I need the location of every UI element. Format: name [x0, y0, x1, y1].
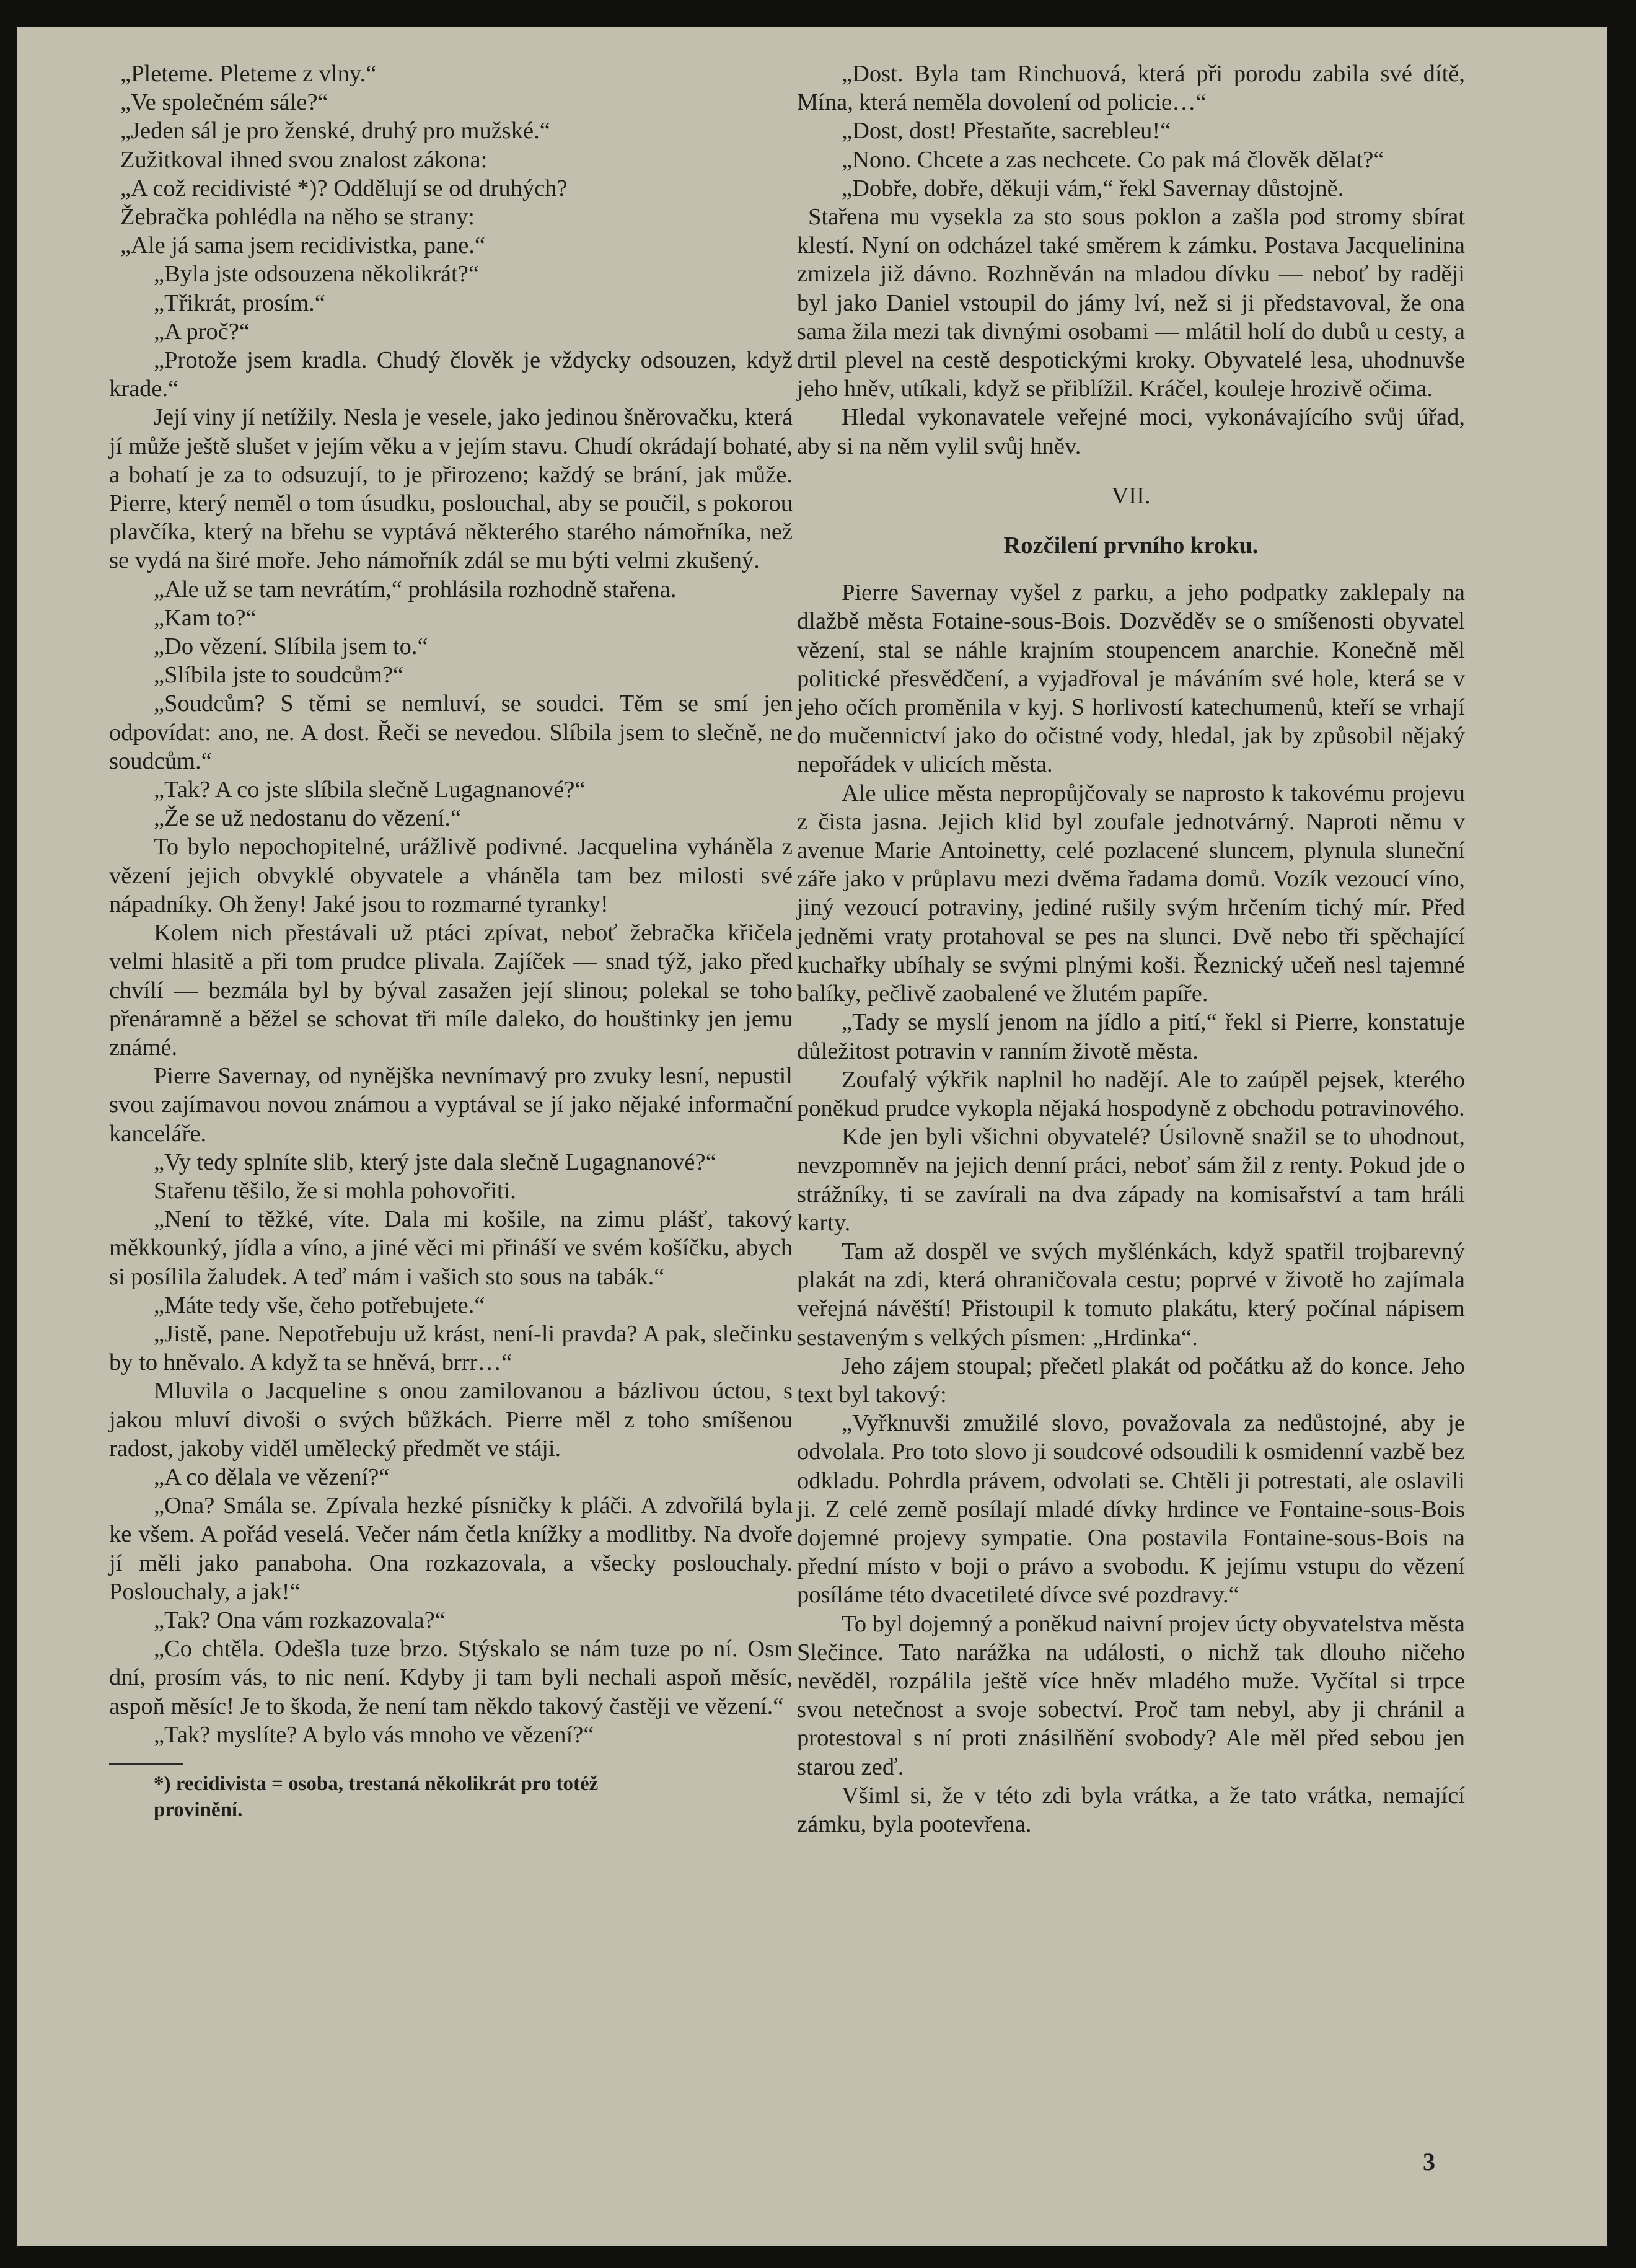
paragraph: „Vy tedy splníte slib, který jste dala slečně Lugagnanové?“ — [154, 1149, 716, 1175]
paragraph: Mluvila o Jacqueline s onou zamilovanou a bázlivou úctou, s jakou mluví divoši o svých bůžkách. Pierre měl z toho smíšenou radost, jakoby viděl umělecký předmět ve stáji. — [109, 1378, 793, 1462]
footnote-line: *) recidivista = osoba, trestaná několikrát pro totéž — [154, 1772, 599, 1795]
paragraph: „Ona? Smála se. Zpívala hezké písničky k pláči. A zdvořilá byla ke všem. A pořád veselá. Večer nám četla knížky a modlitby. Na dvoře jí měli jako panaboha. Ona rozkazovala, a všecky poslouchaly. Poslouchaly, a jak!“ — [109, 1493, 793, 1605]
paragraph: „Dost, dost! Přestaňte, sacrebleu!“ — [842, 118, 1171, 144]
paragraph: „Není to těžké, víte. Dala mi košile, na zimu plášť, takový měkkounký, jídla a víno, a jiné věci mi přináší ve svém košíčku, abych si posílila žaludek. A teď mám i vašich sto sous na tabák.“ — [109, 1206, 793, 1290]
chapter-title: Rozčilení prvního kroku. — [1003, 532, 1259, 559]
paragraph: „Nono. Chcete a zas nechcete. Co pak má člověk dělat?“ — [842, 146, 1384, 173]
footnote-rule — [109, 1763, 183, 1765]
paragraph: „Že se už nedostanu do vězení.“ — [154, 805, 462, 832]
paragraph: „A proč?“ — [154, 318, 250, 345]
paragraph: „Jistě, pane. Nepotřebuju už krást, není-li pravda? A pak, slečinku by to hněvalo. A když ta se hněvá, brrr…“ — [109, 1320, 793, 1376]
paragraph: „Tady se myslí jenom na jídlo a pití,“ řekl si Pierre, konstatuje důležitost potravin v ranním životě města. — [797, 1009, 1465, 1064]
paragraph: Žebračka pohlédla na něho se strany: — [120, 204, 475, 231]
paragraph: Ale ulice města nepropůjčovaly se naprosto k takovému projevu z čista jasna. Jejich klid byl zoufale jednotvárný. Naproti němu v avenue Marie Antoinetty, celé pozlacené sluncem, plynula sluneční záře jako v průplavu mezi dvěma řadama domů. Vozík vezoucí víno, jiný vezoucí potraviny, jediné rušily svým hrčením tichý mír. Před jedněmi vraty protahoval se pes na slunci. Dvě nebo tři spěchající kuchařky ubíhaly se svými plnými koši. Řeznický učeň nesl tajemné balíky, pečlivě zaobalené ve žlutém papíře. — [797, 780, 1465, 1007]
paragraph: „Tak? Ona vám rozkazovala?“ — [154, 1607, 446, 1633]
paragraph: „Do vězení. Slíbila jsem to.“ — [154, 633, 428, 660]
paragraph: „Ale já sama jsem recidivistka, pane.“ — [120, 232, 486, 259]
paragraph: To bylo nepochopitelné, urážlivě podivné. Jacquelina vyháněla z vězení jejich obvyklé obyvatele a vháněla tam bez milosti své nápadníky. Oh ženy! Jaké jsou to rozmarné tyranky! — [109, 834, 793, 917]
paragraph: Všiml si, že v této zdi byla vrátka, a že tato vrátka, nemající zámku, byla pootevřena. — [797, 1782, 1465, 1837]
paragraph: Kde jen byli všichni obyvatelé? Úsilovně snažil se to uhodnout, nevzpomněv na jejich denní práci, neboť sám žil z renty. Pokud jde o strážníky, ti se zavírali na dva západy na komisařství a tam hráli karty. — [797, 1124, 1465, 1236]
paragraph: „Tak? myslíte? A bylo vás mnoho ve vězení?“ — [154, 1721, 594, 1748]
chapter-number: VII. — [1111, 482, 1151, 509]
paragraph: Stařena mu vysekla za sto sous poklon a zašla pod stromy sbírat klestí. Nyní on odcházel také směrem k zámku. Postava Jacquelinina zmizela již dávno. Rozhněván na mladou dívku — neboť by raději byl jako Daniel vstoupil do jámy lví, než si ji představoval, že ona sama žila mezi tak divnými osobami — mlátil holí do dubů u cesty, a drtil plevel na cestě despotickými kroky. Obyvatelé lesa, uhodnuvše jeho hněv, utíkali, když se přiblížil. Kráčel, kouleje hrozivě očima. — [797, 204, 1465, 402]
paragraph: Jeho zájem stoupal; přečetl plakát od počátku až do konce. Jeho text byl takový: — [797, 1352, 1465, 1408]
paragraph: Hledal vykonavatele veřejné moci, vykonávajícího svůj úřad, aby si na něm vylil svůj hněv. — [797, 404, 1465, 459]
paragraph: „A což recidivisté *)? Oddělují se od druhých? — [120, 175, 568, 201]
paragraph: „Tak? A co jste slíbila slečně Lugagnanové?“ — [154, 777, 586, 803]
paragraph: „A co dělala ve vězení?“ — [154, 1463, 390, 1490]
paragraph: „Jeden sál je pro ženské, druhý pro mužské.“ — [120, 118, 550, 144]
paragraph: Pierre Savernay vyšel z parku, a jeho podpatky zaklepaly na dlažbě města Fotaine-sous-Bois. Dozvěděv se o smíšenosti obyvatel vězení, stal se náhle krajním stoupencem anarchie. Konečně měl politické přesvědčení, a vyjadřoval je máváním své hole, která se v jeho očích proměnila v kyj. S horlivostí katechumenů, kteří se vrhají do mučennictví jako do očistné vody, hledal, jak by způsobil nějaký nepořádek v ulicích města. — [797, 580, 1465, 778]
paragraph: To byl dojemný a poněkud naivní projev úcty obyvatelstva města Slečince. Tato narážka na události, o nichž tak dlouho ničeho nevěděl, rozpálila ještě více hněv mladého muže. Vyčítal si trpce svou netečnost a svoje sobectví. Proč tam nebyl, aby ji chránil a protestoval s ní proti znásilňění svobody? Ale měl před sebou jen starou zeď. — [797, 1610, 1465, 1780]
paragraph: Pierre Savernay, od nynějška nevnímavý pro zvuky lesní, nepustil svou zajímavou novou známou a vyptával se jí jako nějaké informační kanceláře. — [109, 1063, 793, 1147]
book-page — [17, 27, 1607, 2246]
paragraph: Kolem nich přestávali už ptáci zpívat, neboť žebračka křičela velmi hlasitě a při tom prudce plivala. Zajíček — snad týž, jako před chvílí — bezmála byl by býval zasažen její slinou; polekal se toho přenáramně a běžel se schovat tři míle daleko, do houštinky jen jemu známé. — [109, 920, 793, 1061]
paragraph: Stařenu těšilo, že si mohla pohovořiti. — [154, 1177, 516, 1204]
paragraph: „Máte tedy vše, čeho potřebujete.“ — [154, 1292, 485, 1318]
paragraph: „Dost. Byla tam Rinchuová, která při porodu zabila své dítě, Mína, která neměla dovolení od policie…“ — [797, 61, 1465, 116]
footnote — [109, 1771, 793, 1823]
paragraph: Tam až dospěl ve svých myšlénkách, když spatřil trojbarevný plakát na zdi, která ohraničovala cestu; poprvé v životě ho zajímala veřejná návěští! Přistoupil k tomuto plakátu, který počínal nápisem sestaveným s velkých písmen: „Hrdinka“. — [797, 1238, 1465, 1351]
paragraph: „Slíbila jste to soudcům?“ — [154, 662, 404, 689]
paragraph: Její viny jí netížily. Nesla je vesele, jako jedinou šněrovačku, která jí může ještě slušet v jejím věku a v jejím stavu. Chudí okrádají bohaté, a bohatí je za to odsuzují, to je přirozeno; každý se brání, jak může. Pierre, který neměl o tom úsudku, poslouchal, aby se poučil, s pokorou plavčíka, který na břehu se vyptává některého starého námořníka, než se vydá na širé moře. Jeho námořník zdál se mu býti velmi zkušený. — [109, 404, 793, 574]
paragraph: „Soudcům? S těmi se nemluví, se soudci. Těm se smí jen odpovídat: ano, ne. A dost. Řeči se nevedou. Slíbila jsem to slečně, ne soudcům.“ — [109, 691, 793, 774]
paragraph: „Co chtěla. Odešla tuze brzo. Stýskalo se nám tuze po ní. Osm dní, prosím vás, to nic není. Kdyby ji tam byli nechali aspoň měsíc, aspoň měsíc! Je to škoda, že není tam někdo takový častěji ve vězení.“ — [109, 1636, 793, 1719]
paragraph: Zoufalý výkřik naplnil ho nadějí. Ale to zaúpěl pejsek, kterého poněkud prudce vykopla nějaká hospodyně z obchodu potravinového. — [797, 1066, 1465, 1121]
paragraph: „Dobře, dobře, děkuji vám,“ řekl Savernay důstojně. — [842, 175, 1344, 201]
paragraph: „Vyřknuvši zmužilé slovo, považovala za nedůstojné, aby je odvolala. Pro toto slovo ji soudcové odsoudili k osmidenní vazbě bez odkladu. Pohrdla právem, odvolati se. Chtěli ji potrestati, ale oslavili ji. Z celé země posílají mladé dívky hrdince ve Fontaine-sous-Bois dojemné projevy sympatie. Ona postavila Fontaine-sous-Bois na přední místo v boji o právo a svobodu. K jejímu vstupu do vězení posíláme této dvacetileté dívce své pozdravy.“ — [797, 1410, 1465, 1608]
paragraph: „Protože jsem kradla. Chudý člověk je vždycky odsouzen, když krade.“ — [109, 347, 793, 402]
footnote-line: provinění. — [154, 1798, 243, 1821]
paragraph: „Třikrát, prosím.“ — [154, 289, 325, 316]
left-text-column — [109, 60, 793, 1823]
paragraph: „Kam to?“ — [154, 604, 257, 631]
paragraph: „Ale už se tam nevrátím,“ prohlásila rozhodně stařena. — [154, 576, 677, 602]
right-text-column — [797, 60, 1465, 1838]
page-number: 3 — [1423, 2148, 1435, 2176]
paragraph: „Pleteme. Pleteme z vlny.“ — [120, 61, 377, 87]
paragraph: „Byla jste odsouzena několikrát?“ — [154, 261, 479, 288]
paragraph: Zužitkoval ihned svou znalost zákona: — [120, 146, 488, 173]
paragraph: „Ve společném sále?“ — [120, 89, 328, 116]
